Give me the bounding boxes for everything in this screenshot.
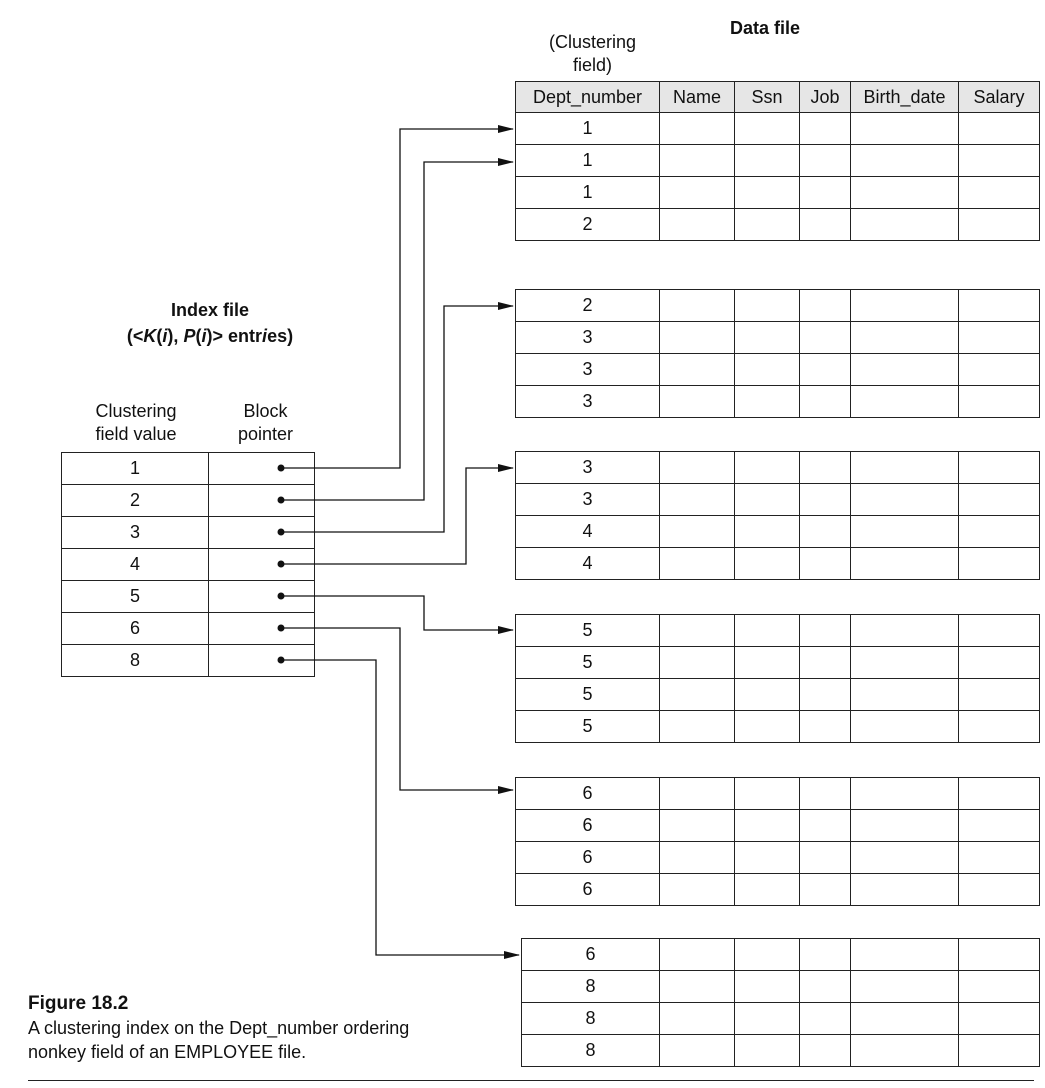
caption-line2: nonkey field of an EMPLOYEE file. bbox=[28, 1042, 307, 1062]
dept-number-cell: 6 bbox=[516, 874, 660, 906]
dept-number-cell: 5 bbox=[516, 679, 660, 711]
dept-number-cell: 6 bbox=[516, 810, 660, 842]
index-col2-line1: Block bbox=[243, 401, 288, 421]
dept-number-cell: 5 bbox=[516, 615, 660, 647]
column-header: Birth_date bbox=[851, 82, 959, 113]
dept-number-cell: 3 bbox=[516, 322, 660, 354]
dept-number-cell: 4 bbox=[516, 516, 660, 548]
index-key-cell: 8 bbox=[62, 645, 209, 677]
column-header: Job bbox=[800, 82, 851, 113]
clustering-note-line1: (Clustering bbox=[548, 32, 637, 52]
column-header: Salary bbox=[959, 82, 1040, 113]
index-key-cell: 3 bbox=[62, 517, 209, 549]
column-header: Dept_number bbox=[516, 82, 660, 113]
dept-number-cell: 1 bbox=[516, 145, 660, 177]
pointer-arrow bbox=[281, 129, 513, 468]
dept-number-cell: 1 bbox=[516, 113, 660, 145]
dept-number-cell: 3 bbox=[516, 354, 660, 386]
figure-number: Figure 18.2 bbox=[28, 993, 129, 1014]
index-key-cell: 4 bbox=[62, 549, 209, 581]
dept-number-cell: 6 bbox=[516, 842, 660, 874]
dept-number-cell: 6 bbox=[522, 939, 660, 971]
bottom-rule bbox=[28, 1080, 1034, 1081]
pointer-arrow bbox=[281, 468, 513, 564]
dept-number-cell: 8 bbox=[522, 1035, 660, 1067]
dept-number-cell: 6 bbox=[516, 778, 660, 810]
dept-number-cell: 5 bbox=[516, 711, 660, 743]
pointer-arrow bbox=[281, 628, 513, 790]
dept-number-cell: 3 bbox=[516, 484, 660, 516]
dept-number-cell: 3 bbox=[516, 386, 660, 418]
caption-line1: A clustering index on the Dept_number ordering bbox=[28, 1018, 410, 1038]
index-key-cell: 5 bbox=[62, 581, 209, 613]
index-key-cell: 2 bbox=[62, 485, 209, 517]
dept-number-cell: 8 bbox=[522, 1003, 660, 1035]
dept-number-cell: 2 bbox=[516, 209, 660, 241]
pointer-arrow bbox=[281, 596, 513, 630]
dept-number-cell: 5 bbox=[516, 647, 660, 679]
clustering-note-line2: field) bbox=[572, 55, 612, 75]
index-title-line1: Index file bbox=[170, 300, 250, 320]
dept-number-cell: 4 bbox=[516, 548, 660, 580]
dept-number-cell: 2 bbox=[516, 290, 660, 322]
index-key-cell: 1 bbox=[62, 453, 209, 485]
dept-number-cell: 3 bbox=[516, 452, 660, 484]
dept-number-cell: 8 bbox=[522, 971, 660, 1003]
index-col2-line2: pointer bbox=[237, 424, 294, 444]
pointer-arrow bbox=[281, 162, 513, 500]
index-col1-line1: Clustering bbox=[95, 401, 177, 421]
data-file-title: Data file bbox=[729, 18, 801, 38]
pointer-arrow bbox=[281, 306, 513, 532]
index-title-line2: (<K(i), P(i)> entries) bbox=[126, 326, 294, 346]
column-header: Ssn bbox=[735, 82, 800, 113]
dept-number-cell: 1 bbox=[516, 177, 660, 209]
column-header: Name bbox=[660, 82, 735, 113]
index-key-cell: 6 bbox=[62, 613, 209, 645]
figure-caption bbox=[28, 992, 488, 1064]
index-col1-line2: field value bbox=[95, 424, 177, 444]
